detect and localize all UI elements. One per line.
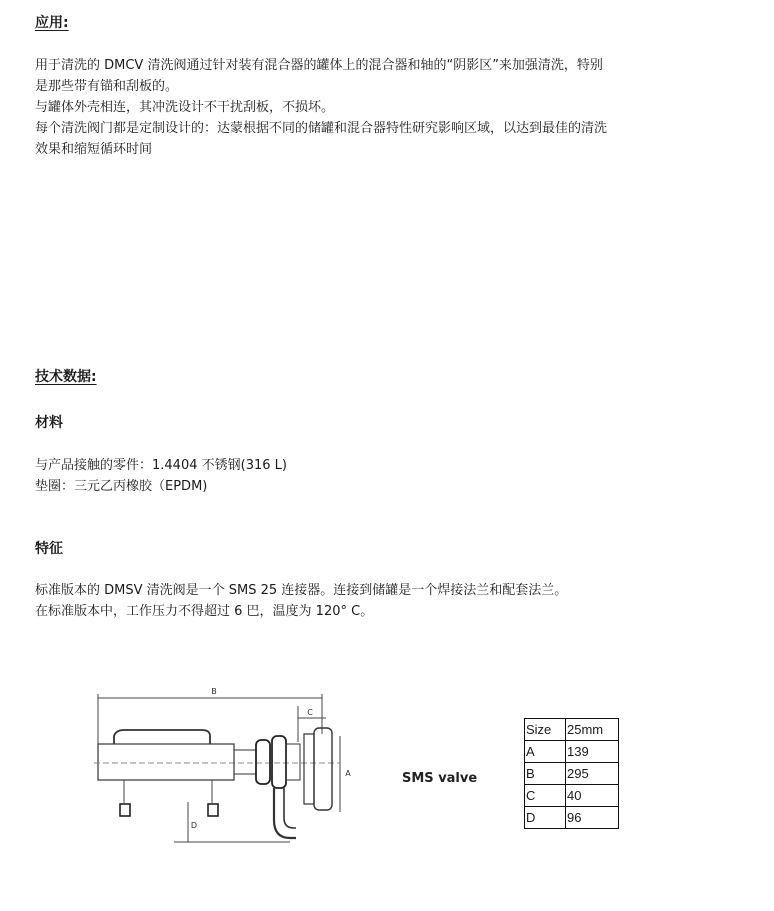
material-line: 垫圈：三元乙丙橡胶（EPDM) [35, 479, 208, 494]
outlet-pipe-inner [284, 788, 296, 828]
clamp-disc-1 [256, 740, 270, 784]
application-line: 与罐体外壳相连，其冲洗设计不干扰刮板，不损坏。 [35, 100, 335, 115]
foot-right [208, 804, 218, 816]
sms-valve-label: SMS valve [402, 771, 478, 786]
features-title: 特征 [35, 541, 63, 557]
table-row [525, 741, 619, 763]
dim-a-label: A [345, 769, 351, 778]
application-line: 每个清洗阀门都是定制设计的：达蒙根据不同的储罐和混合器特性研究影响区域，以达到最佳的清洗 [35, 121, 608, 136]
dim-b-label: B [211, 687, 217, 696]
application-line: 效果和缩短循环时间 [35, 142, 153, 157]
foot-left [120, 804, 130, 816]
flange-inner [304, 734, 314, 804]
clamp-ring [286, 744, 300, 780]
table-header-cell: Size [525, 719, 566, 741]
dim-c-label: C [307, 708, 313, 717]
application-paragraph [35, 55, 607, 160]
table-cell: C [525, 785, 566, 807]
table-cell: 139 [566, 741, 619, 763]
material-title: 材料 [35, 415, 63, 431]
size-table [524, 718, 619, 829]
dim-d-label: D [190, 821, 198, 830]
features-paragraph [35, 580, 567, 622]
table-row [525, 719, 619, 741]
table-row [525, 807, 619, 829]
valve-body [98, 744, 234, 780]
material-paragraph [35, 455, 287, 497]
application-line: 是那些带有锚和刮板的。 [35, 79, 179, 94]
application-heading: 应用: [35, 15, 69, 31]
table-row [525, 763, 619, 785]
valve-neck [234, 750, 256, 774]
material-line: 与产品接触的零件：1.4404 不锈钢(316 L) [35, 458, 287, 473]
features-line: 在标准版本中，工作压力不得超过 6 巴，温度为 120° C。 [35, 604, 374, 619]
table-header-cell: 25mm [566, 719, 619, 741]
flange-outer [314, 728, 332, 810]
table-row [525, 785, 619, 807]
features-line: 标准版本的 DMSV 清洗阀是一个 SMS 25 连接器。连接到储罐是一个焊接法兰和配套法兰。 [35, 583, 568, 598]
table-cell: 295 [566, 763, 619, 785]
clamp-disc-2 [272, 736, 286, 788]
valve-drawing [90, 682, 370, 882]
application-line: 用于清洗的 DMCV 清洗阀通过针对装有混合器的罐体上的混合器和轴的“阴影区”来加强清洗，特别 [35, 58, 603, 73]
table-cell: 96 [566, 807, 619, 829]
outlet-pipe-outer [274, 788, 296, 838]
tech-heading: 技术数据: [35, 369, 97, 385]
table-cell: A [525, 741, 566, 763]
table-cell: B [525, 763, 566, 785]
table-cell: 40 [566, 785, 619, 807]
table-cell: D [525, 807, 566, 829]
valve-handle [114, 730, 210, 744]
